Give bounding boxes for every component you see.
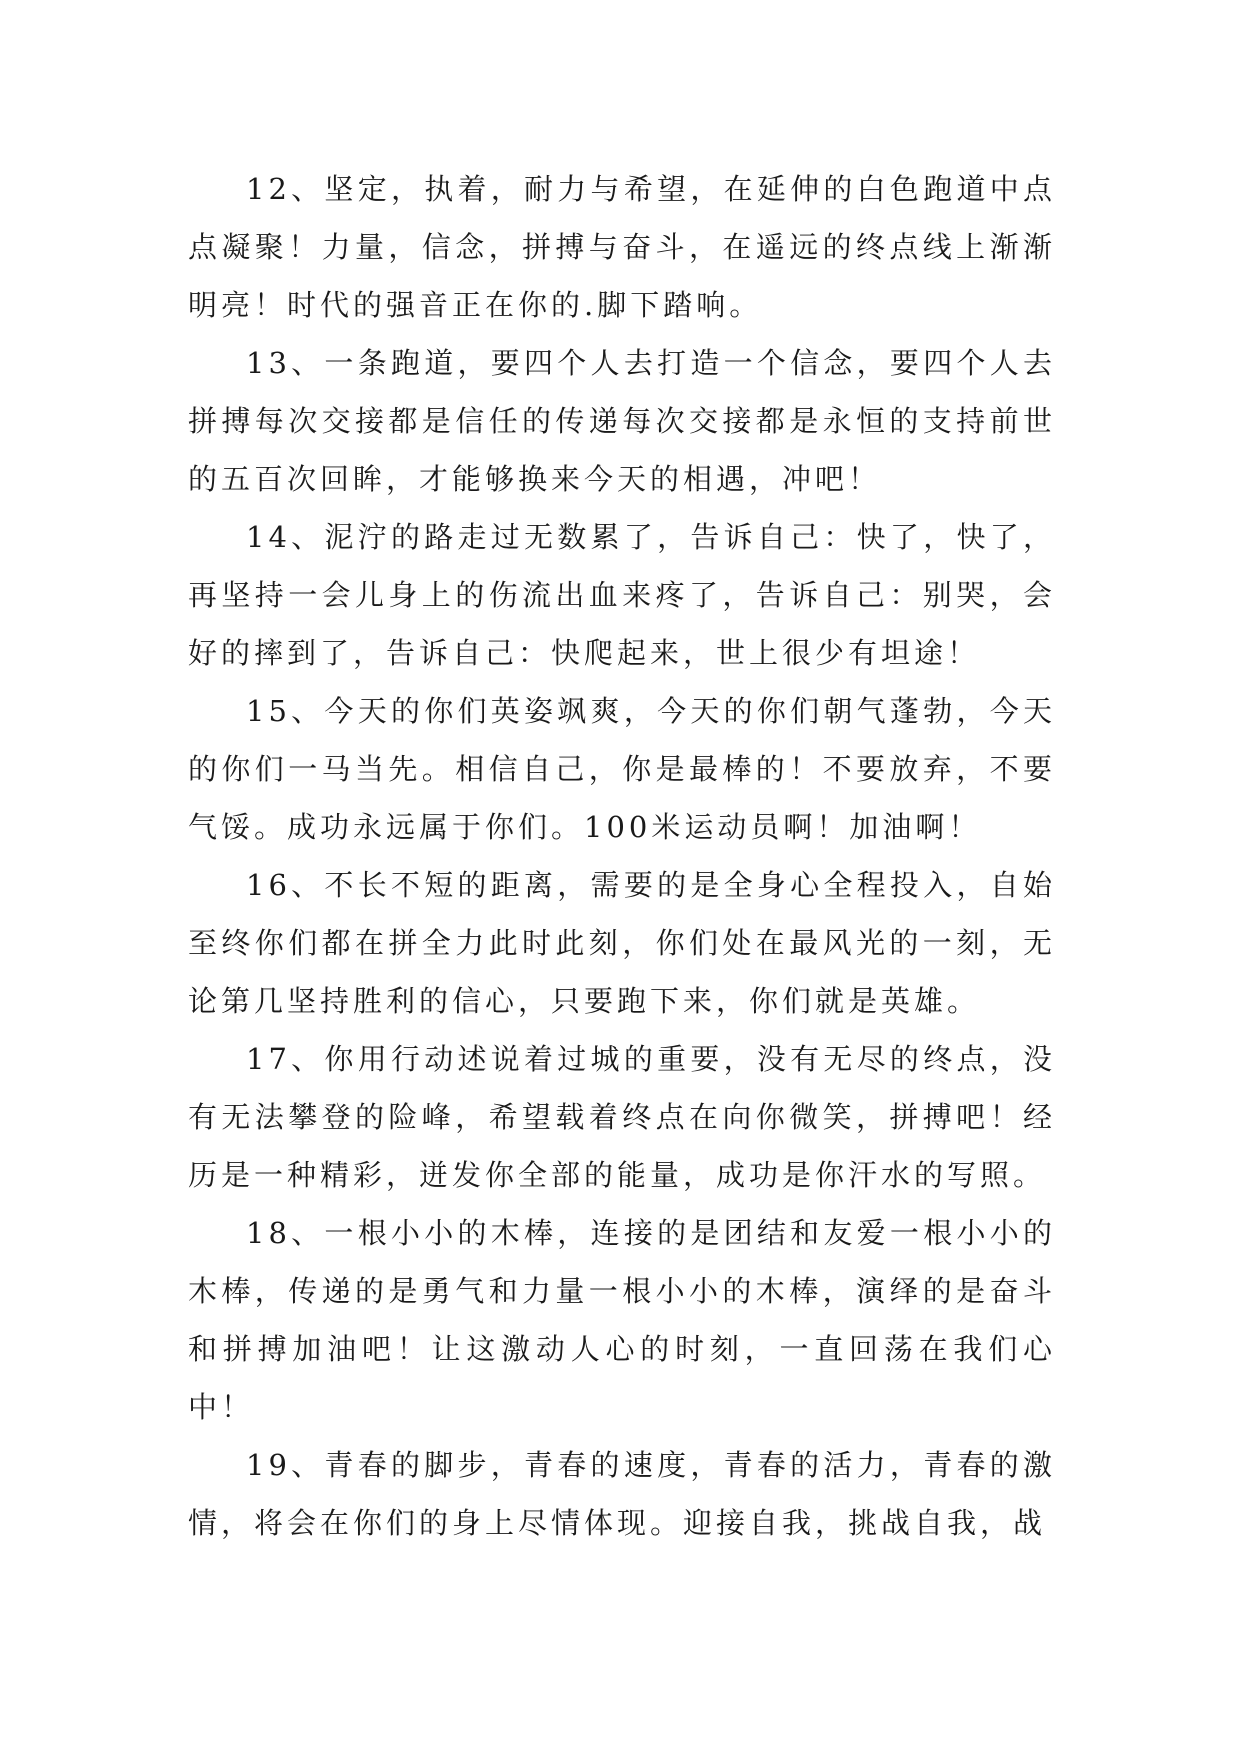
paragraph-18: 18、一根小小的木棒，连接的是团结和友爱一根小小的木棒，传递的是勇气和力量一根小小的木棒，演绎的是奋斗和拼搏加油吧！让这激动人心的时刻，一直回荡在我们心中！ (188, 1216, 1056, 1424)
paragraph-17: 17、你用行动述说着过城的重要，没有无尽的终点，没有无法攀登的险峰，希望载着终点在向你微笑，拼搏吧！经历是一种精彩，迸发你全部的能量，成功是你汗水的写照。 (188, 1042, 1056, 1192)
paragraph-16: 16、不长不短的距离，需要的是全身心全程投入，自始至终你们都在拼全力此时此刻，你们处在最风光的一刻，无论第几坚持胜利的信心，只要跑下来，你们就是英雄。 (188, 868, 1056, 1018)
paragraph-12: 12、坚定，执着，耐力与希望，在延伸的白色跑道中点点凝聚！力量，信念，拼搏与奋斗，在遥远的终点线上渐渐明亮！时代的强音正在你的.脚下踏响。 (188, 172, 1056, 322)
paragraph-15: 15、今天的你们英姿飒爽，今天的你们朝气蓬勃，今天的你们一马当先。相信自己，你是最棒的！不要放弃，不要气馁。成功永远属于你们。100米运动员啊！加油啊！ (188, 694, 1056, 844)
paragraph-13: 13、一条跑道，要四个人去打造一个信念，要四个人去拼搏每次交接都是信任的传递每次交接都是永恒的支持前世的五百次回眸，才能够换来今天的相遇，冲吧！ (188, 346, 1056, 496)
paragraph-19: 19、青春的脚步，青春的速度，青春的活力，青春的激情，将会在你们的身上尽情体现。迎接自我，挑战自我，战 (188, 1448, 1056, 1540)
document-body (188, 160, 1056, 1552)
paragraph-14: 14、泥泞的路走过无数累了，告诉自己：快了，快了，再坚持一会儿身上的伤流出血来疼了，告诉自己：别哭，会好的摔到了，告诉自己：快爬起来，世上很少有坦途！ (188, 520, 1056, 670)
